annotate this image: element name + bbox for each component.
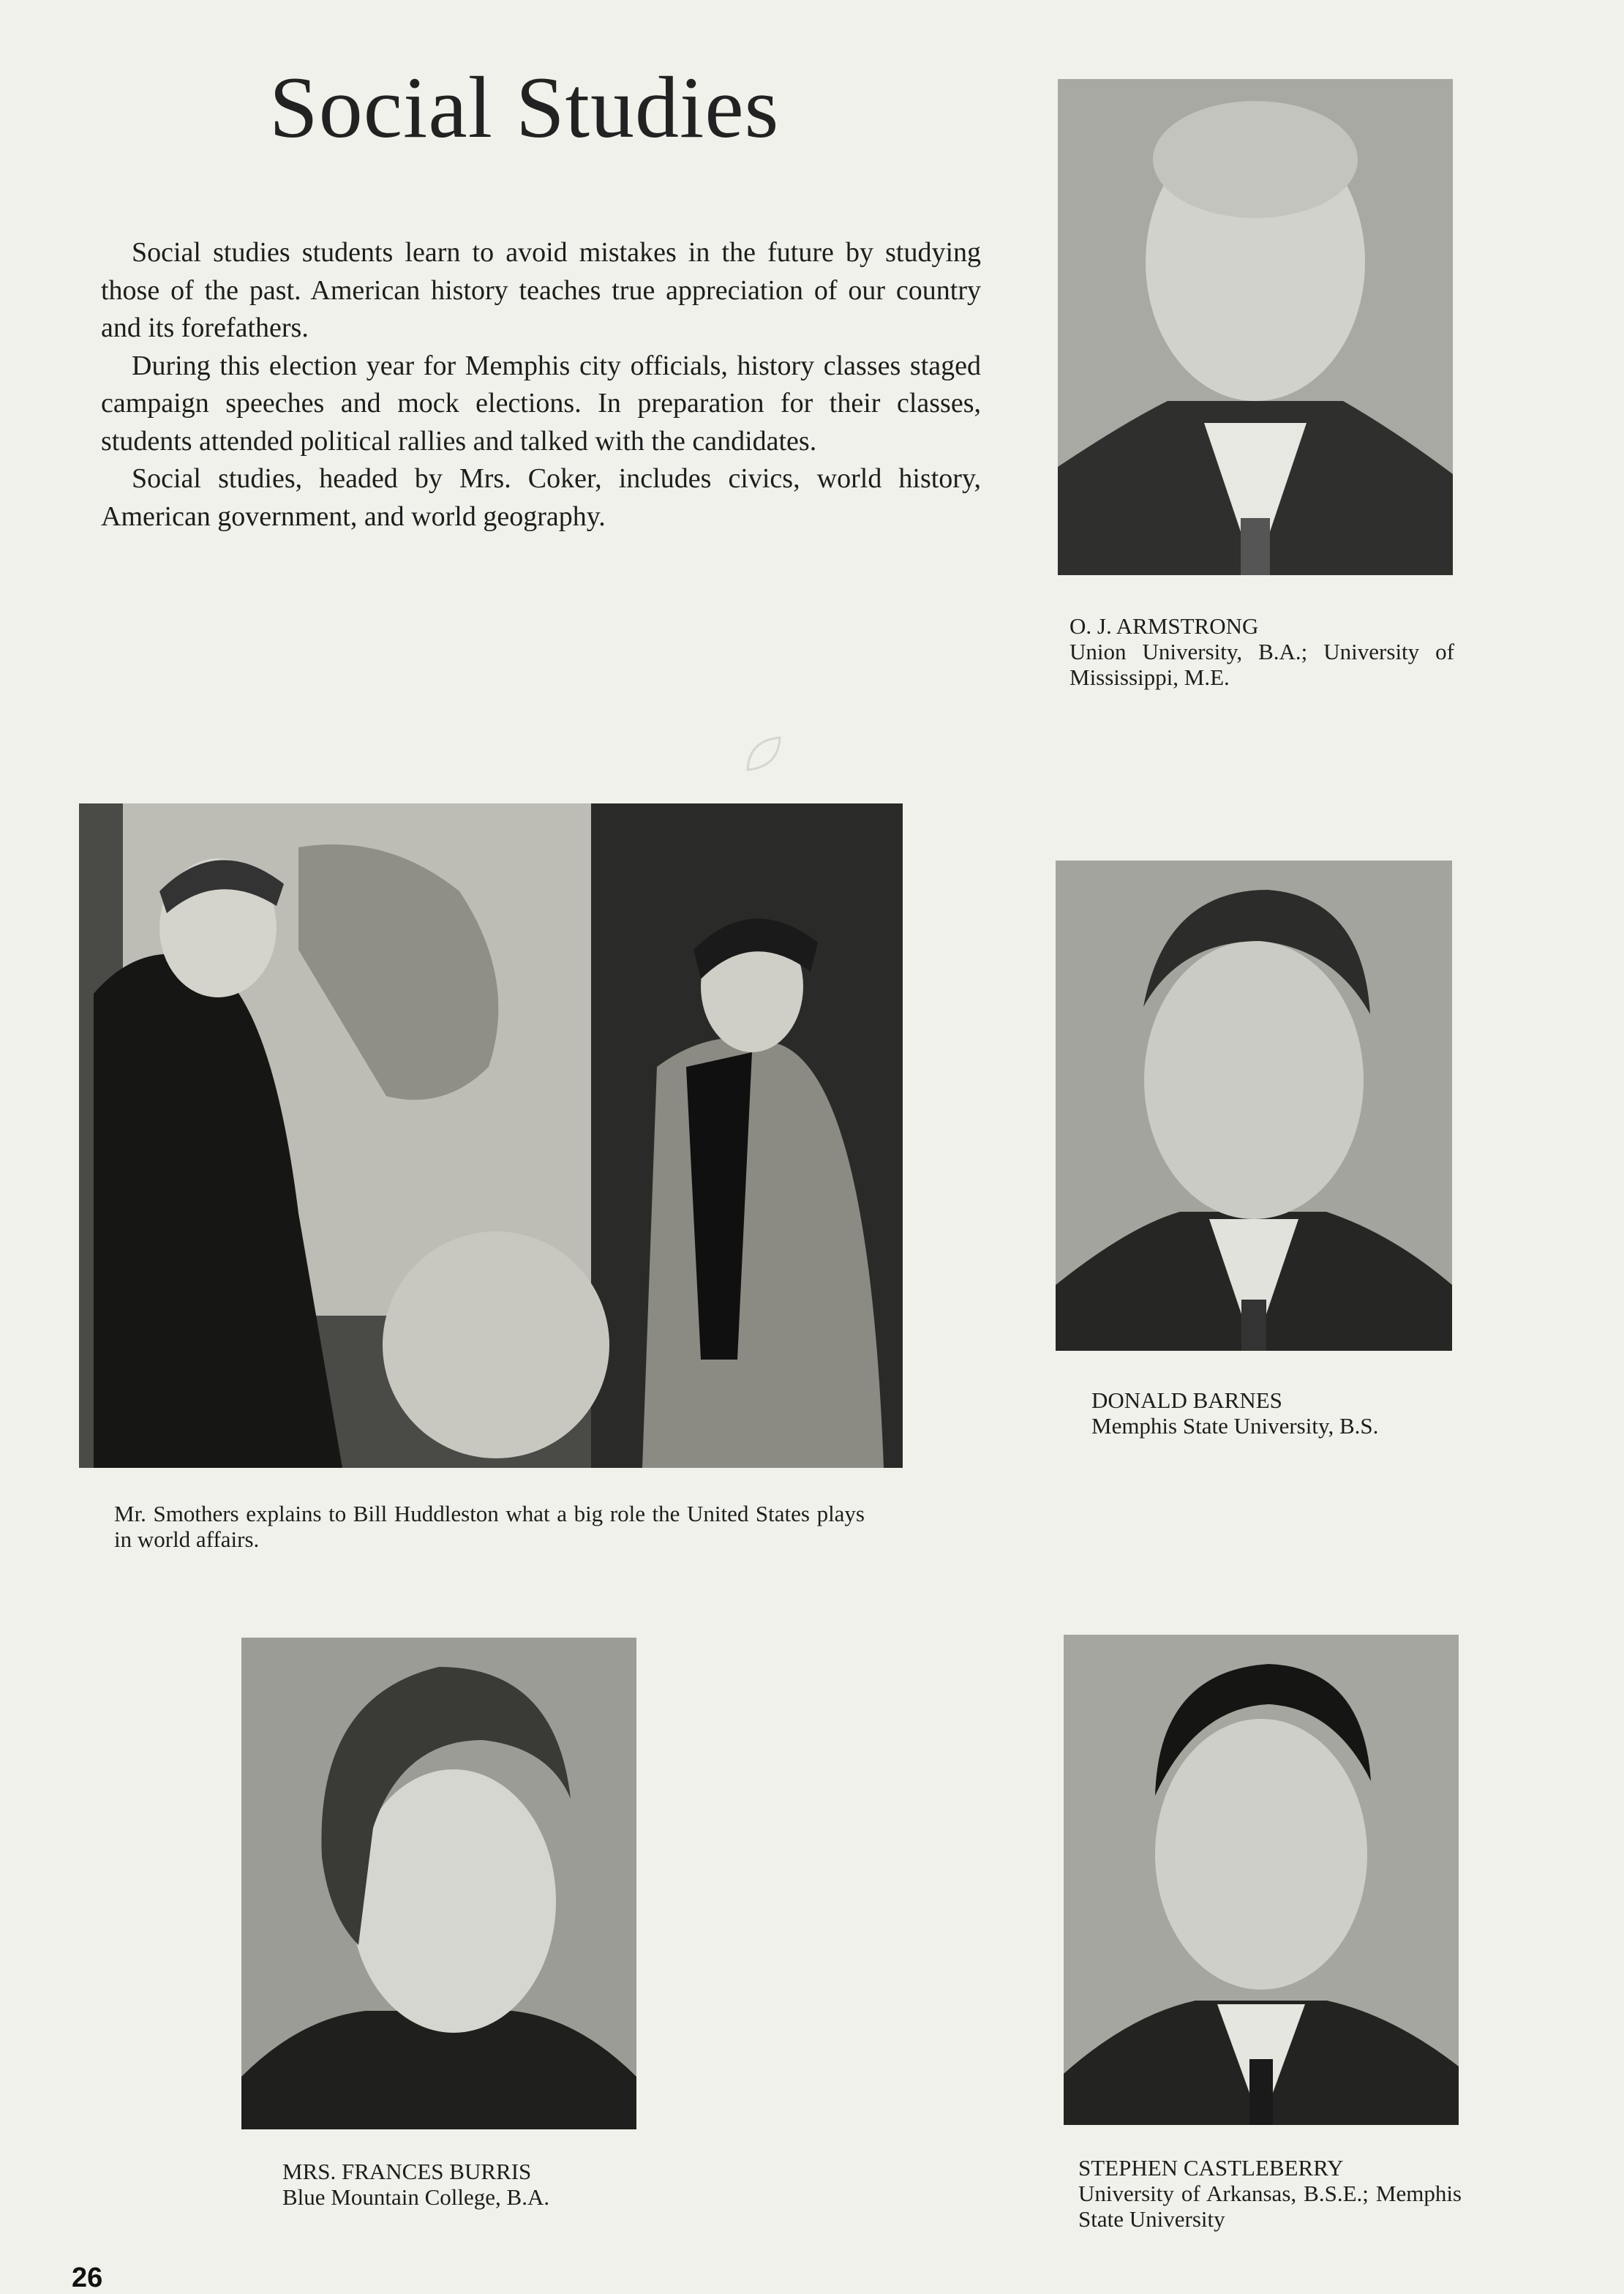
intro-paragraph: Social studies, headed by Mrs. Coker, includes civics, world history, American government, and world geography. — [101, 463, 981, 532]
faculty-caption-armstrong — [1069, 613, 1454, 690]
portrait-photo-burris — [241, 1638, 636, 2129]
intro-paragraph: During this election year for Memphis city officials, history classes staged campaign speeches and mock elections. In preparation for their classes, students attended political rallies and talked with the candidates. — [101, 350, 981, 457]
faculty-school: Blue Mountain College, B.A. — [282, 2184, 550, 2210]
classroom-photo — [79, 803, 903, 1468]
faculty-caption-burris — [282, 2159, 648, 2210]
faculty-name: O. J. ARMSTRONG — [1069, 613, 1259, 639]
portrait-photo-barnes — [1056, 861, 1452, 1351]
intro-paragraph: Social studies students learn to avoid mistakes in the future by studying those of the past. American history teaches true appreciation of our country and its forefathers. — [101, 237, 981, 343]
faculty-caption-barnes — [1091, 1387, 1457, 1439]
leaf-ornament-icon — [742, 732, 786, 776]
portrait-photo-castleberry — [1064, 1635, 1459, 2125]
intro-text — [101, 234, 981, 536]
page-title: Social Studies — [269, 59, 780, 156]
faculty-school: University of Arkansas, B.S.E.; Memphis State University — [1078, 2181, 1462, 2232]
faculty-school: Memphis State University, B.S. — [1091, 1413, 1379, 1439]
faculty-caption-castleberry — [1078, 2155, 1462, 2232]
faculty-name: STEPHEN CASTLEBERRY — [1078, 2155, 1344, 2181]
page-number: 26 — [72, 2263, 103, 2293]
faculty-name: DONALD BARNES — [1091, 1387, 1282, 1413]
classroom-photo-caption: Mr. Smothers explains to Bill Huddleston what a big role the United States plays in world affairs. — [114, 1501, 865, 1552]
portrait-photo-armstrong — [1058, 79, 1453, 575]
faculty-school: Union University, B.A.; University of Mississippi, M.E. — [1069, 639, 1454, 690]
faculty-name: MRS. FRANCES BURRIS — [282, 2159, 532, 2184]
